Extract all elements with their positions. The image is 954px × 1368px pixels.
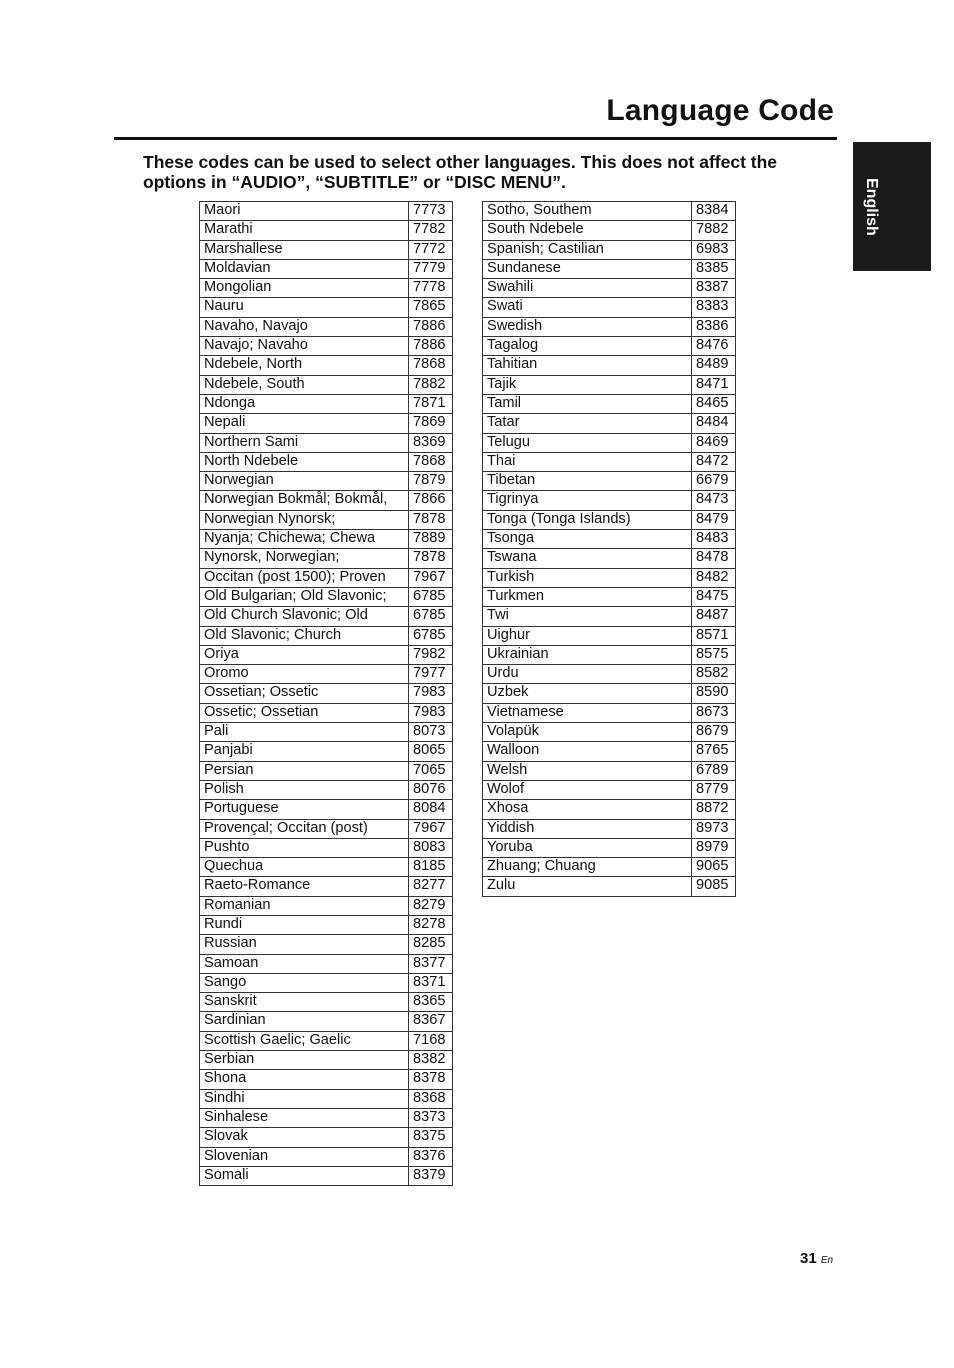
language-code-cell: 8386 xyxy=(692,317,736,336)
table-row xyxy=(200,1089,453,1108)
language-code-cell: 7879 xyxy=(409,472,453,491)
table-row xyxy=(483,877,736,896)
language-name-cell: Sotho, Southem xyxy=(483,202,692,221)
language-code-cell: 7773 xyxy=(409,202,453,221)
table-row xyxy=(200,1166,453,1185)
language-name-cell: Turkmen xyxy=(483,587,692,606)
language-name-cell: Slovak xyxy=(200,1128,409,1147)
language-code-table-left xyxy=(199,201,453,1186)
language-code-cell: 8385 xyxy=(692,259,736,278)
language-code-cell: 8185 xyxy=(409,858,453,877)
language-name-cell: Turkish xyxy=(483,568,692,587)
language-code-cell: 8973 xyxy=(692,819,736,838)
table-row xyxy=(200,317,453,336)
language-name-cell: Sardinian xyxy=(200,1012,409,1031)
language-name-cell: Yoruba xyxy=(483,838,692,857)
language-code-cell: 8765 xyxy=(692,742,736,761)
language-name-cell: Pushto xyxy=(200,838,409,857)
table-row xyxy=(483,491,736,510)
intro-text: These codes can be used to select other languages. This does not affect the options in “AUDIO”, “SUBTITLE” or “DISC MENU”. xyxy=(143,152,778,192)
table-row xyxy=(200,394,453,413)
language-code-cell: 8378 xyxy=(409,1070,453,1089)
language-code-cell: 7977 xyxy=(409,665,453,684)
language-code-cell: 8277 xyxy=(409,877,453,896)
table-row xyxy=(200,1070,453,1089)
language-name-cell: Tibetan xyxy=(483,472,692,491)
table-row xyxy=(200,915,453,934)
language-code-table-right xyxy=(482,201,736,897)
language-code-cell: 8379 xyxy=(409,1166,453,1185)
language-code-cell: 8387 xyxy=(692,279,736,298)
table-row xyxy=(483,298,736,317)
table-row xyxy=(483,375,736,394)
table-row xyxy=(200,819,453,838)
language-code-cell: 6679 xyxy=(692,472,736,491)
language-name-cell: Oromo xyxy=(200,665,409,684)
language-code-cell: 7882 xyxy=(692,221,736,240)
language-code-cell: 8469 xyxy=(692,433,736,452)
table-row xyxy=(200,510,453,529)
language-name-cell: Rundi xyxy=(200,915,409,934)
language-name-cell: Ukrainian xyxy=(483,645,692,664)
page-title: Language Code xyxy=(606,94,834,127)
language-code-cell: 8979 xyxy=(692,838,736,857)
table-row xyxy=(483,587,736,606)
language-name-cell: Marshallese xyxy=(200,240,409,259)
language-code-cell: 7778 xyxy=(409,279,453,298)
language-code-cell: 7889 xyxy=(409,530,453,549)
table-row xyxy=(200,993,453,1012)
language-code-cell: 8073 xyxy=(409,723,453,742)
table-row xyxy=(200,1147,453,1166)
language-name-cell: Nauru xyxy=(200,298,409,317)
language-name-cell: Occitan (post 1500); Proven xyxy=(200,568,409,587)
page-language-suffix: En xyxy=(820,1255,834,1266)
language-name-cell: Ndebele, South xyxy=(200,375,409,394)
language-name-cell: Nynorsk, Norwegian; xyxy=(200,549,409,568)
language-code-cell: 8479 xyxy=(692,510,736,529)
language-code-cell: 8383 xyxy=(692,298,736,317)
table-row xyxy=(483,626,736,645)
table-row xyxy=(200,838,453,857)
language-code-cell: 8872 xyxy=(692,800,736,819)
table-row xyxy=(200,665,453,684)
language-code-cell: 7871 xyxy=(409,394,453,413)
language-code-cell: 7865 xyxy=(409,298,453,317)
language-name-cell: Tagalog xyxy=(483,337,692,356)
table-row xyxy=(200,375,453,394)
table-row xyxy=(483,723,736,742)
language-code-cell: 9085 xyxy=(692,877,736,896)
table-row xyxy=(200,472,453,491)
table-row xyxy=(200,1031,453,1050)
language-code-cell: 8279 xyxy=(409,896,453,915)
language-code-cell: 8285 xyxy=(409,935,453,954)
language-name-cell: Somali xyxy=(200,1166,409,1185)
language-name-cell: Swati xyxy=(483,298,692,317)
language-code-cell: 8384 xyxy=(692,202,736,221)
language-name-cell: Tajik xyxy=(483,375,692,394)
language-name-cell: South Ndebele xyxy=(483,221,692,240)
language-name-cell: Uighur xyxy=(483,626,692,645)
language-name-cell: Urdu xyxy=(483,665,692,684)
page-number xyxy=(800,1250,833,1267)
language-code-cell: 7868 xyxy=(409,356,453,375)
language-name-cell: Scottish Gaelic; Gaelic xyxy=(200,1031,409,1050)
language-code-cell: 7772 xyxy=(409,240,453,259)
language-code-cell: 8065 xyxy=(409,742,453,761)
table-row xyxy=(483,819,736,838)
language-code-cell: 8473 xyxy=(692,491,736,510)
language-name-cell: Tsonga xyxy=(483,530,692,549)
page-number-value: 31 xyxy=(800,1250,817,1267)
language-name-cell: Zulu xyxy=(483,877,692,896)
language-code-cell: 7967 xyxy=(409,568,453,587)
table-row xyxy=(483,838,736,857)
language-code-cell: 7065 xyxy=(409,761,453,780)
table-row xyxy=(200,549,453,568)
language-code-cell: 8482 xyxy=(692,568,736,587)
language-code-cell: 8076 xyxy=(409,780,453,799)
table-row xyxy=(200,973,453,992)
table-row xyxy=(200,1128,453,1147)
table-row xyxy=(483,780,736,799)
table-row xyxy=(200,587,453,606)
language-name-cell: Norwegian xyxy=(200,472,409,491)
table-row xyxy=(200,645,453,664)
language-name-cell: Tatar xyxy=(483,414,692,433)
language-code-cell: 8471 xyxy=(692,375,736,394)
language-code-cell: 8484 xyxy=(692,414,736,433)
table-row xyxy=(483,394,736,413)
language-name-cell: Sanskrit xyxy=(200,993,409,1012)
language-name-cell: Sango xyxy=(200,973,409,992)
language-name-cell: Provençal; Occitan (post) xyxy=(200,819,409,838)
language-code-cell: 8368 xyxy=(409,1089,453,1108)
table-row xyxy=(483,510,736,529)
language-code-cell: 7878 xyxy=(409,549,453,568)
language-code-cell: 7869 xyxy=(409,414,453,433)
table-row xyxy=(200,279,453,298)
language-code-cell: 7886 xyxy=(409,337,453,356)
language-name-cell: Tswana xyxy=(483,549,692,568)
table-row xyxy=(483,337,736,356)
table-row xyxy=(483,761,736,780)
language-code-cell: 7983 xyxy=(409,684,453,703)
language-name-cell: Norwegian Bokmål; Bokmål, xyxy=(200,491,409,510)
language-name-cell: Shona xyxy=(200,1070,409,1089)
language-code-cell: 8487 xyxy=(692,607,736,626)
table-row xyxy=(200,1051,453,1070)
language-code-cell: 7878 xyxy=(409,510,453,529)
language-name-cell: Norwegian Nynorsk; xyxy=(200,510,409,529)
table-row xyxy=(200,954,453,973)
language-name-cell: Zhuang; Chuang xyxy=(483,858,692,877)
language-name-cell: Pali xyxy=(200,723,409,742)
language-code-cell: 6789 xyxy=(692,761,736,780)
table-row xyxy=(483,433,736,452)
language-code-cell: 8582 xyxy=(692,665,736,684)
language-name-cell: Panjabi xyxy=(200,742,409,761)
table-row xyxy=(483,742,736,761)
table-row xyxy=(483,607,736,626)
language-code-cell: 8382 xyxy=(409,1051,453,1070)
language-name-cell: Navajo; Navaho xyxy=(200,337,409,356)
table-row xyxy=(200,433,453,452)
language-name-cell: Volapük xyxy=(483,723,692,742)
table-row xyxy=(483,530,736,549)
language-code-cell: 8375 xyxy=(409,1128,453,1147)
language-code-cell: 8369 xyxy=(409,433,453,452)
language-name-cell: Yiddish xyxy=(483,819,692,838)
table-row xyxy=(483,317,736,336)
table-row xyxy=(200,935,453,954)
language-code-cell: 6785 xyxy=(409,626,453,645)
table-row xyxy=(200,202,453,221)
table-row xyxy=(483,356,736,375)
language-name-cell: Ndonga xyxy=(200,394,409,413)
language-name-cell: Moldavian xyxy=(200,259,409,278)
language-code-cell: 7782 xyxy=(409,221,453,240)
language-name-cell: Sinhalese xyxy=(200,1108,409,1127)
language-code-cell: 8475 xyxy=(692,587,736,606)
table-row xyxy=(200,780,453,799)
language-name-cell: Tahitian xyxy=(483,356,692,375)
language-name-cell: Telugu xyxy=(483,433,692,452)
language-name-cell: Tamil xyxy=(483,394,692,413)
language-name-cell: Slovenian xyxy=(200,1147,409,1166)
language-code-cell: 8373 xyxy=(409,1108,453,1127)
table-row xyxy=(200,1108,453,1127)
language-name-cell: Mongolian xyxy=(200,279,409,298)
language-code-cell: 8377 xyxy=(409,954,453,973)
language-name-cell: Tigrinya xyxy=(483,491,692,510)
language-code-cell: 8575 xyxy=(692,645,736,664)
table-row xyxy=(200,742,453,761)
language-name-cell: North Ndebele xyxy=(200,452,409,471)
language-code-cell: 8472 xyxy=(692,452,736,471)
table-row xyxy=(200,337,453,356)
language-code-cell: 8590 xyxy=(692,684,736,703)
table-row xyxy=(200,723,453,742)
table-row xyxy=(200,800,453,819)
language-code-cell: 6785 xyxy=(409,587,453,606)
language-code-cell: 9065 xyxy=(692,858,736,877)
language-name-cell: Serbian xyxy=(200,1051,409,1070)
language-name-cell: Uzbek xyxy=(483,684,692,703)
table-row xyxy=(483,414,736,433)
language-name-cell: Old Bulgarian; Old Slavonic; xyxy=(200,587,409,606)
language-name-cell: Nepali xyxy=(200,414,409,433)
language-name-cell: Thai xyxy=(483,452,692,471)
table-row xyxy=(483,858,736,877)
language-name-cell: Sundanese xyxy=(483,259,692,278)
table-row xyxy=(200,221,453,240)
language-name-cell: Welsh xyxy=(483,761,692,780)
table-row xyxy=(200,896,453,915)
language-name-cell: Wolof xyxy=(483,780,692,799)
language-code-cell: 8489 xyxy=(692,356,736,375)
language-code-cell: 6983 xyxy=(692,240,736,259)
table-row xyxy=(483,645,736,664)
language-code-cell: 8779 xyxy=(692,780,736,799)
language-code-cell: 8083 xyxy=(409,838,453,857)
language-code-cell: 8376 xyxy=(409,1147,453,1166)
language-name-cell: Sindhi xyxy=(200,1089,409,1108)
table-row xyxy=(483,665,736,684)
language-name-cell: Walloon xyxy=(483,742,692,761)
table-row xyxy=(483,452,736,471)
language-name-cell: Swedish xyxy=(483,317,692,336)
language-code-cell: 7779 xyxy=(409,259,453,278)
language-code-cell: 7868 xyxy=(409,452,453,471)
language-code-cell: 7967 xyxy=(409,819,453,838)
language-name-cell: Nyanja; Chichewa; Chewa xyxy=(200,530,409,549)
language-name-cell: Polish xyxy=(200,780,409,799)
language-code-cell: 7886 xyxy=(409,317,453,336)
language-name-cell: Old Slavonic; Church xyxy=(200,626,409,645)
table-row xyxy=(483,568,736,587)
language-code-cell: 8465 xyxy=(692,394,736,413)
table-row xyxy=(483,240,736,259)
language-code-cell: 7168 xyxy=(409,1031,453,1050)
language-name-cell: Swahili xyxy=(483,279,692,298)
language-name-cell: Russian xyxy=(200,935,409,954)
table-row xyxy=(200,761,453,780)
language-name-cell: Northern Sami xyxy=(200,433,409,452)
language-code-cell: 8673 xyxy=(692,703,736,722)
language-name-cell: Samoan xyxy=(200,954,409,973)
table-row xyxy=(483,684,736,703)
language-name-cell: Romanian xyxy=(200,896,409,915)
language-name-cell: Spanish; Castilian xyxy=(483,240,692,259)
language-name-cell: Persian xyxy=(200,761,409,780)
table-row xyxy=(200,240,453,259)
table-row xyxy=(200,530,453,549)
language-name-cell: Ossetic; Ossetian xyxy=(200,703,409,722)
table-row xyxy=(200,259,453,278)
language-code-cell: 7982 xyxy=(409,645,453,664)
table-row xyxy=(483,800,736,819)
table-row xyxy=(483,549,736,568)
table-row xyxy=(200,858,453,877)
table-row xyxy=(200,356,453,375)
table-row xyxy=(483,202,736,221)
language-name-cell: Tonga (Tonga Islands) xyxy=(483,510,692,529)
language-name-cell: Raeto-Romance xyxy=(200,877,409,896)
language-code-cell: 6785 xyxy=(409,607,453,626)
table-row xyxy=(200,298,453,317)
language-name-cell: Marathi xyxy=(200,221,409,240)
language-code-cell: 8367 xyxy=(409,1012,453,1031)
language-code-cell: 8571 xyxy=(692,626,736,645)
language-code-cell: 8371 xyxy=(409,973,453,992)
language-code-cell: 7983 xyxy=(409,703,453,722)
table-row xyxy=(483,472,736,491)
language-code-cell: 8476 xyxy=(692,337,736,356)
language-code-cell: 8365 xyxy=(409,993,453,1012)
language-name-cell: Oriya xyxy=(200,645,409,664)
table-row xyxy=(483,221,736,240)
language-code-cell: 8478 xyxy=(692,549,736,568)
language-name-cell: Portuguese xyxy=(200,800,409,819)
table-row xyxy=(200,703,453,722)
language-code-cell: 7866 xyxy=(409,491,453,510)
language-name-cell: Old Church Slavonic; Old xyxy=(200,607,409,626)
table-row xyxy=(200,877,453,896)
language-name-cell: Vietnamese xyxy=(483,703,692,722)
language-code-cell: 8679 xyxy=(692,723,736,742)
language-name-cell: Xhosa xyxy=(483,800,692,819)
language-name-cell: Navaho, Navajo xyxy=(200,317,409,336)
table-row xyxy=(200,684,453,703)
table-row xyxy=(200,452,453,471)
language-code-cell: 8483 xyxy=(692,530,736,549)
language-name-cell: Ossetian; Ossetic xyxy=(200,684,409,703)
language-name-cell: Quechua xyxy=(200,858,409,877)
language-code-cell: 8084 xyxy=(409,800,453,819)
table-row xyxy=(200,1012,453,1031)
language-name-cell: Twi xyxy=(483,607,692,626)
table-row xyxy=(200,568,453,587)
language-code-cell: 7882 xyxy=(409,375,453,394)
table-row xyxy=(200,607,453,626)
language-name-cell: Maori xyxy=(200,202,409,221)
table-row xyxy=(483,279,736,298)
title-divider xyxy=(114,137,837,140)
language-name-cell: Ndebele, North xyxy=(200,356,409,375)
language-code-cell: 8278 xyxy=(409,915,453,934)
table-row xyxy=(200,491,453,510)
table-row xyxy=(200,626,453,645)
table-row xyxy=(483,259,736,278)
language-side-tab-label: English xyxy=(863,178,880,236)
table-row xyxy=(483,703,736,722)
table-row xyxy=(200,414,453,433)
